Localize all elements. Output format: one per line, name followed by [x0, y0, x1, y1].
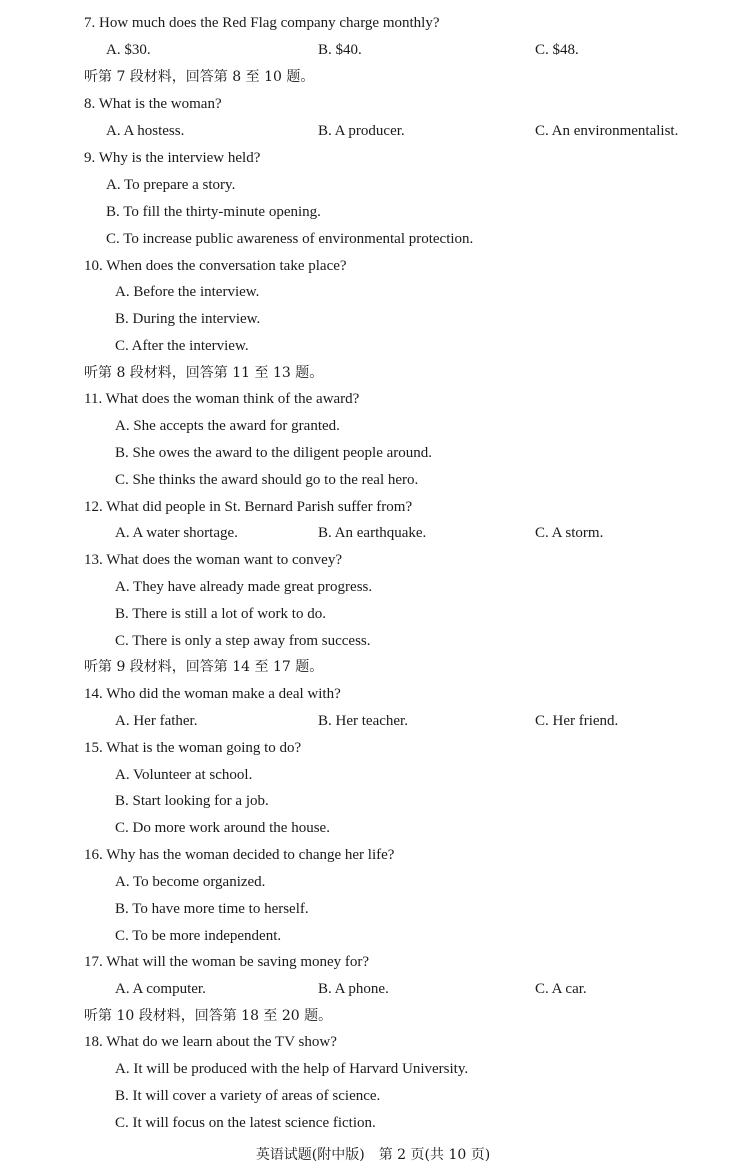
- option-c: C. An environmentalist.: [535, 123, 679, 139]
- question-13-stem: 13. What does the woman want to convey?: [84, 552, 342, 568]
- option-b: B. A phone.: [318, 981, 389, 997]
- option-a: A. A hostess.: [106, 123, 185, 139]
- question-16-stem: 16. Why has the woman decided to change her life?: [84, 847, 395, 863]
- question-7-stem: 7. How much does the Red Flag company charge monthly?: [84, 15, 440, 31]
- option-a: A. A computer.: [115, 981, 206, 997]
- question-16-option-c: C. To be more independent.: [115, 928, 282, 944]
- question-11-option-b: B. She owes the award to the diligent people around.: [115, 445, 433, 461]
- question-14-stem: 14. Who did the woman make a deal with?: [84, 686, 341, 702]
- section-heading-9: 听第 9 段材料，回答第 14 至 17 题。: [84, 659, 324, 675]
- question-9-option-c: C. To increase public awareness of environmental protection.: [106, 231, 474, 247]
- section-heading-10: 听第 10 段材料，回答第 18 至 20 题。: [84, 1008, 333, 1024]
- option-a: A. $30.: [106, 42, 151, 58]
- question-18-option-c: C. It will focus on the latest science fiction.: [115, 1115, 376, 1131]
- page-footer: 英语试题(附中版) 第 2 页(共 10 页): [255, 1147, 491, 1163]
- option-c: C. A car.: [535, 981, 587, 997]
- section-heading-8: 听第 8 段材料，回答第 11 至 13 题。: [84, 365, 324, 381]
- question-9-option-b: B. To fill the thirty-minute opening.: [106, 204, 321, 220]
- question-10-option-b: B. During the interview.: [115, 311, 261, 327]
- question-18-stem: 18. What do we learn about the TV show?: [84, 1034, 337, 1050]
- option-b: B. A producer.: [318, 123, 405, 139]
- option-a: A. A water shortage.: [115, 525, 238, 541]
- option-b: B. Her teacher.: [318, 713, 408, 729]
- question-9-stem: 9. Why is the interview held?: [84, 150, 261, 166]
- option-b: B. An earthquake.: [318, 525, 427, 541]
- question-8-stem: 8. What is the woman?: [84, 96, 222, 112]
- question-13-option-a: A. They have already made great progress.: [115, 579, 373, 595]
- option-a: A. Her father.: [115, 713, 198, 729]
- question-12-stem: 12. What did people in St. Bernard Parish suffer from?: [84, 499, 413, 515]
- question-18-option-a: A. It will be produced with the help of Harvard University.: [115, 1061, 469, 1077]
- option-b: B. $40.: [318, 42, 362, 58]
- question-13-option-c: C. There is only a step away from success.: [115, 633, 371, 649]
- question-15-option-c: C. Do more work around the house.: [115, 820, 330, 836]
- question-11-stem: 11. What does the woman think of the award?: [84, 391, 360, 407]
- section-heading-7: 听第 7 段材料，回答第 8 至 10 题。: [84, 69, 315, 85]
- question-13-option-b: B. There is still a lot of work to do.: [115, 606, 326, 622]
- question-15-option-b: B. Start looking for a job.: [115, 793, 269, 809]
- question-15-option-a: A. Volunteer at school.: [115, 767, 253, 783]
- question-16-option-a: A. To become organized.: [115, 874, 266, 890]
- question-18-option-b: B. It will cover a variety of areas of science.: [115, 1088, 381, 1104]
- question-10-option-c: C. After the interview.: [115, 338, 249, 354]
- question-9-option-a: A. To prepare a story.: [106, 177, 236, 193]
- question-11-option-c: C. She thinks the award should go to the real hero.: [115, 472, 419, 488]
- option-c: C. $48.: [535, 42, 579, 58]
- question-16-option-b: B. To have more time to herself.: [115, 901, 309, 917]
- question-11-option-a: A. She accepts the award for granted.: [115, 418, 340, 434]
- option-c: C. Her friend.: [535, 713, 619, 729]
- option-c: C. A storm.: [535, 525, 604, 541]
- question-10-option-a: A. Before the interview.: [115, 284, 260, 300]
- question-17-stem: 17. What will the woman be saving money for?: [84, 954, 370, 970]
- question-10-stem: 10. When does the conversation take place?: [84, 258, 347, 274]
- question-15-stem: 15. What is the woman going to do?: [84, 740, 302, 756]
